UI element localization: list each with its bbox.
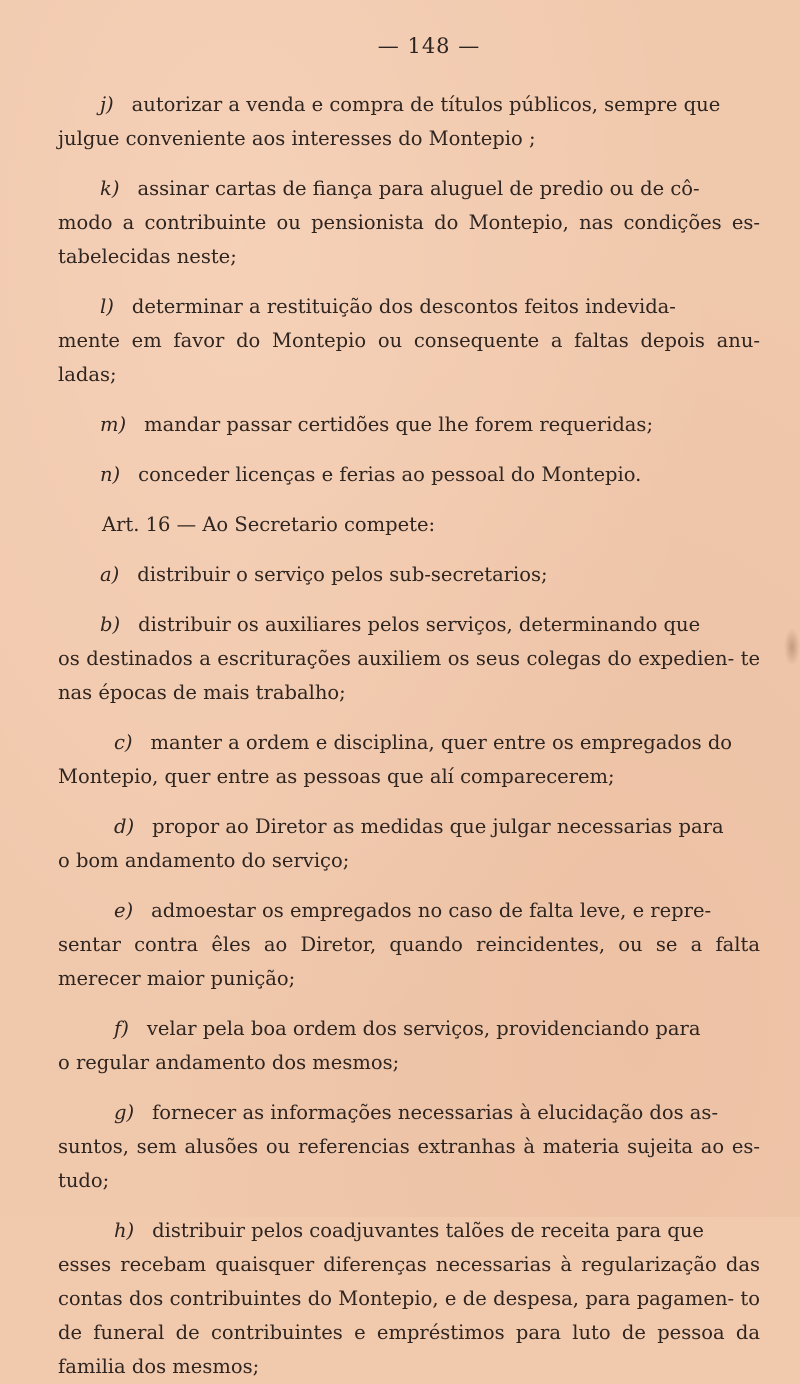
clause-text-continued: esses recebam quaisquer diferenças necessarias à regularização das contas dos contribuintes do Montepio, e de despesa, para pagamen- to de funeral de contribuintes e empréstimos para luto de pessoa da familia dos mesmos; [58, 1253, 760, 1378]
clause-c [58, 726, 760, 794]
clause-marker: l) [100, 295, 114, 318]
clause-marker: f) [114, 1017, 129, 1040]
clause-marker: c) [114, 731, 133, 754]
clause-marker: n) [100, 463, 121, 486]
clause-text: autorizar a venda e compra de títulos públicos, sempre que [131, 93, 721, 116]
clause-l [58, 290, 760, 392]
clause-text: fornecer as informações necessarias à elucidação dos as- [152, 1101, 719, 1124]
clause-text-continued: julgue conveniente aos interesses do Montepio ; [58, 127, 536, 150]
clause-a [58, 558, 760, 592]
clause-text-continued: os destinados a escriturações auxiliem os seus colegas do expedien- te nas épocas de mais trabalho; [58, 647, 760, 704]
clause-marker: h) [114, 1219, 135, 1242]
clause-list-article-15 [58, 88, 760, 492]
clause-marker: m) [100, 413, 127, 436]
clause-text: propor ao Diretor as medidas que julgar necessarias para [152, 815, 724, 838]
clause-text: distribuir o serviço pelos sub-secretarios; [137, 563, 548, 586]
page-number: — 148 — [377, 34, 481, 58]
clause-text-continued: o bom andamento do serviço; [58, 849, 350, 872]
article-heading: Art. 16 — Ao Secretario compete: [102, 513, 436, 536]
clause-e [58, 894, 760, 996]
paper-stain [784, 628, 800, 666]
clause-text: conceder licenças e ferias ao pessoal do Montepio. [138, 463, 642, 486]
clause-marker: b) [100, 613, 121, 636]
clause-m [58, 408, 760, 442]
clause-text: velar pela boa ordem dos serviços, providenciando para [146, 1017, 701, 1040]
clause-text: determinar a restituição dos descontos feitos indevida- [131, 295, 676, 318]
clause-f [58, 1012, 760, 1080]
clause-d [58, 810, 760, 878]
clause-g [58, 1096, 760, 1198]
clause-marker: g) [114, 1101, 135, 1124]
clause-marker: d) [114, 815, 135, 838]
clause-text: mandar passar certidões que lhe forem requeridas; [144, 413, 654, 436]
clause-j [58, 88, 760, 156]
clause-text-continued: Montepio, quer entre as pessoas que alí comparecerem; [58, 765, 615, 788]
clause-text-continued: modo a contribuinte ou pensionista do Montepio, nas condições es- tabelecidas neste; [58, 211, 760, 268]
clause-text: assinar cartas de fiança para aluguel de predio ou de cô- [137, 177, 700, 200]
clause-text-continued: mente em favor do Montepio ou consequente a faltas depois anu- ladas; [58, 329, 760, 386]
clause-text: distribuir os auxiliares pelos serviços, determinando que [138, 613, 701, 636]
clause-b [58, 608, 760, 710]
clause-text-continued: o regular andamento dos mesmos; [58, 1051, 400, 1074]
clause-h [58, 1214, 760, 1384]
clause-list-article-16 [58, 558, 760, 1384]
clause-marker: k) [100, 177, 120, 200]
clause-text-continued: suntos, sem alusões ou referencias extranhas à materia sujeita ao es- tudo; [58, 1135, 760, 1192]
clause-text: manter a ordem e disciplina, quer entre os empregados do [150, 731, 733, 754]
clause-marker: e) [114, 899, 134, 922]
clause-marker: j) [100, 93, 114, 116]
clause-k [58, 172, 760, 274]
clause-n [58, 458, 760, 492]
clause-text: distribuir pelos coadjuvantes talões de receita para que [152, 1219, 704, 1242]
clause-text-continued: sentar contra êles ao Diretor, quando reincidentes, ou se a falta merecer maior punição; [58, 933, 760, 990]
clause-marker: a) [100, 563, 120, 586]
clause-text: admoestar os empregados no caso de falta leve, e repre- [151, 899, 712, 922]
